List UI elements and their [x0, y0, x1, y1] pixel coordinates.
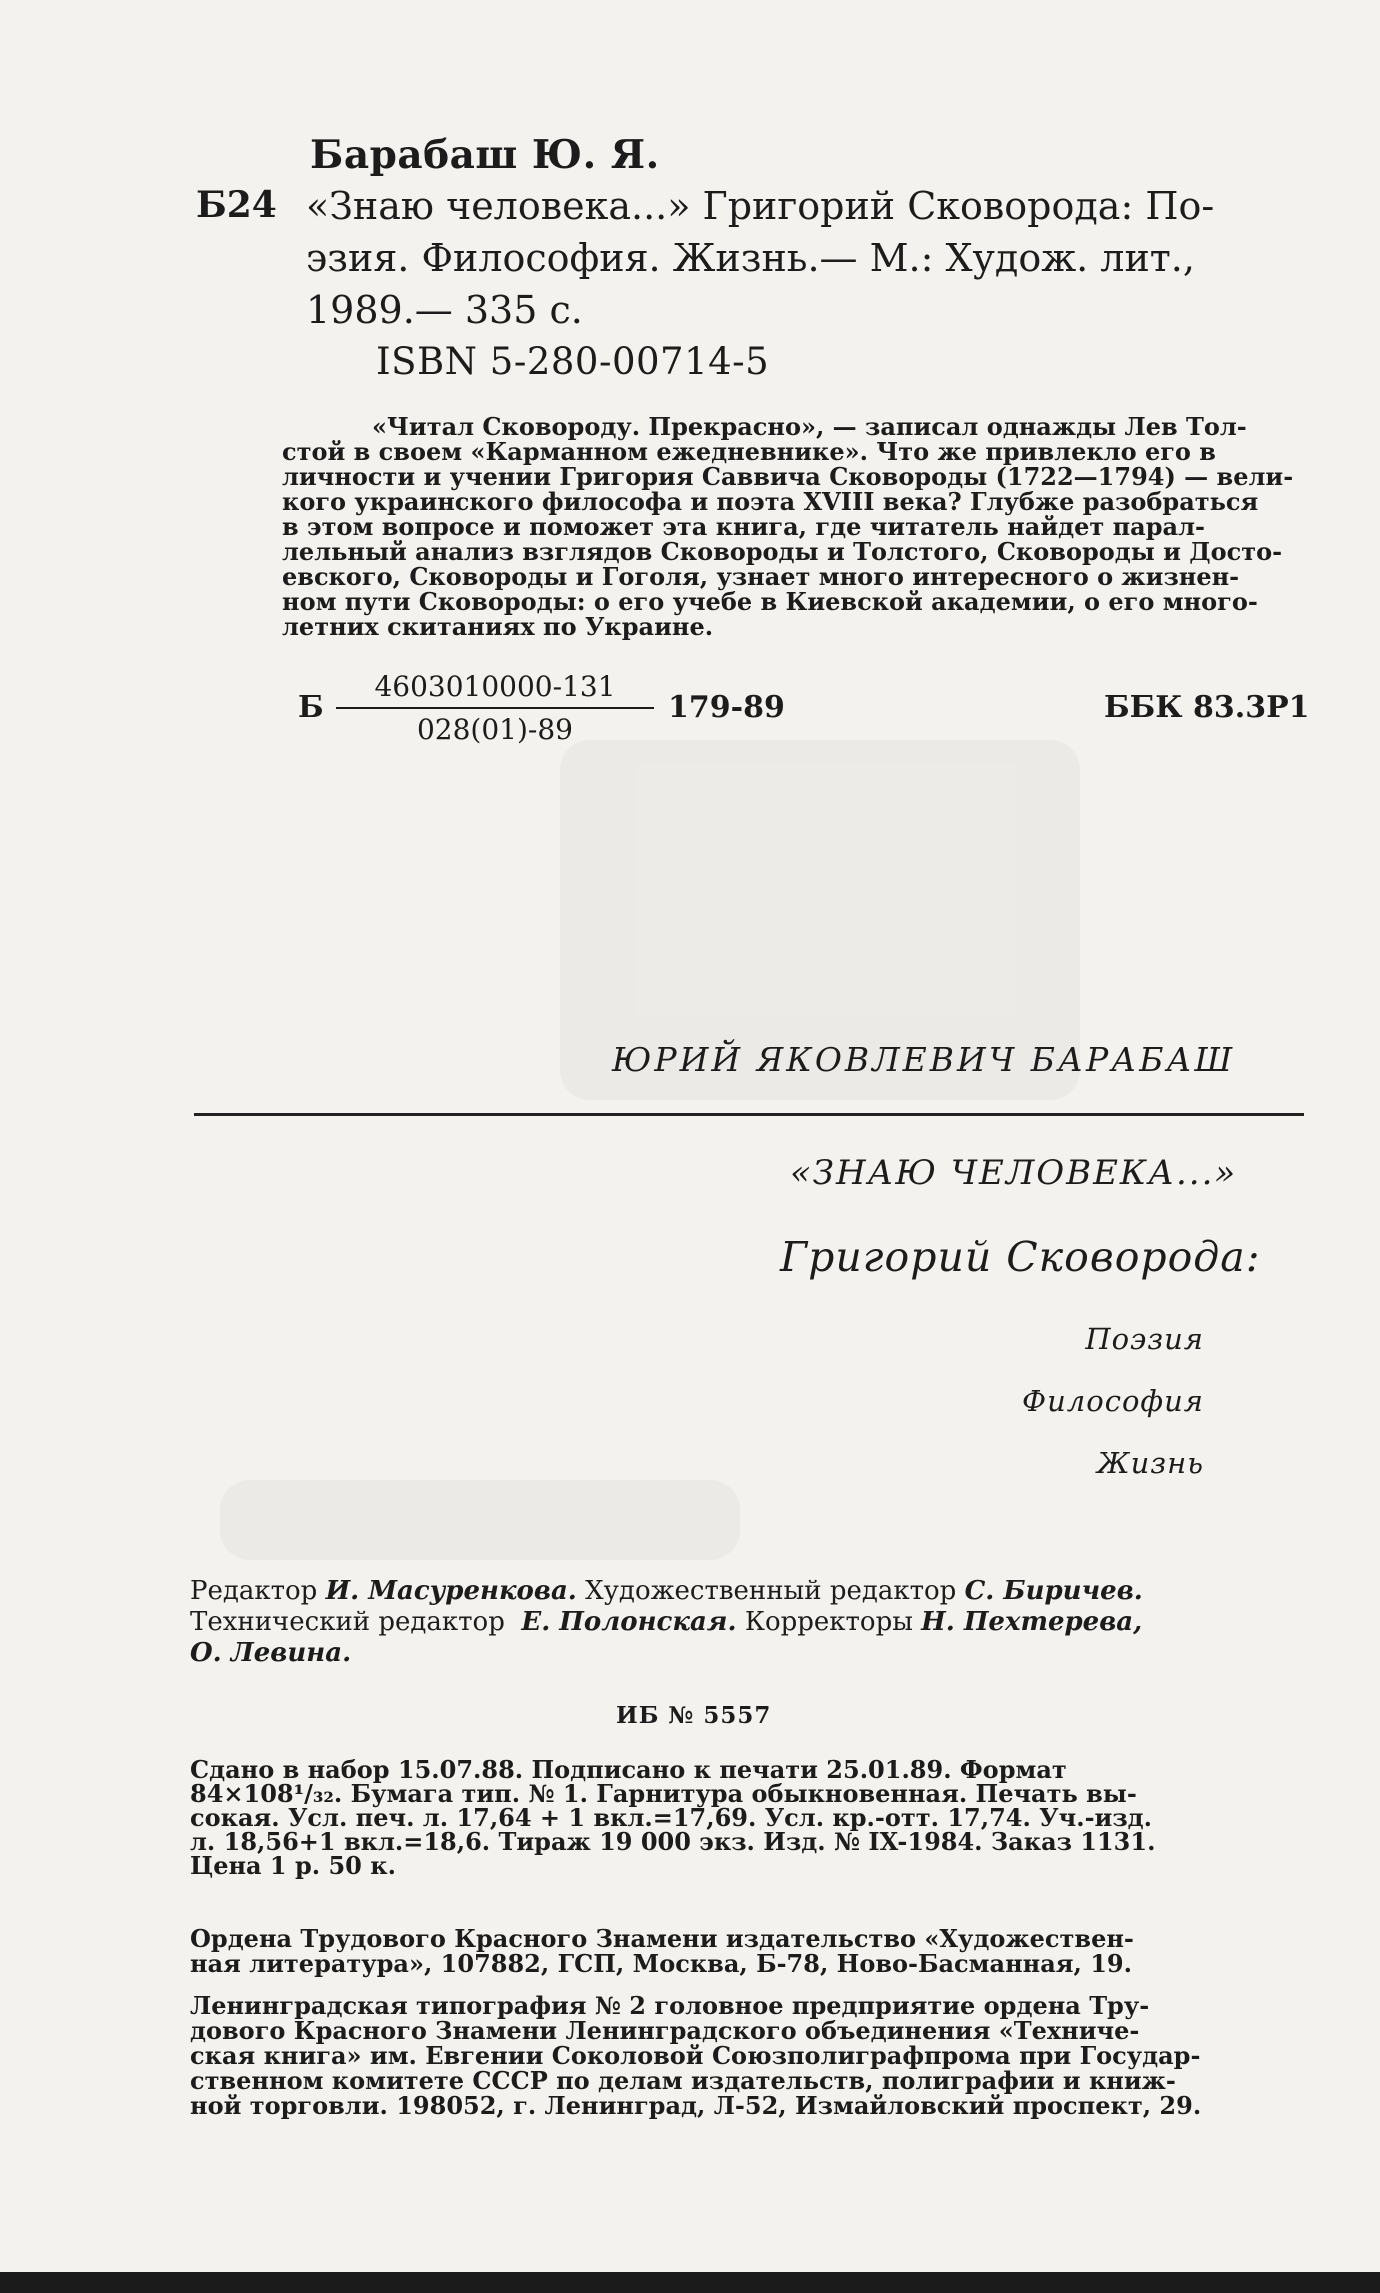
credits-line: [190, 1638, 1220, 1669]
divider-rule: [194, 1113, 1304, 1116]
part-philosophy: Философия: [1022, 1384, 1204, 1418]
publisher-line: Ордена Трудового Красного Знамени издательство «Художествен-: [190, 1924, 1134, 1953]
catalog-index: Б24: [196, 184, 277, 226]
ib-number: ИБ № 5557: [616, 1702, 772, 1729]
tech-editor-name: Е. Полонская.: [521, 1607, 737, 1637]
print-details: [190, 1755, 1204, 1880]
printer-line: ская книга» им. Евгении Соколовой Союзполиграфпрома при Государ-: [190, 2041, 1201, 2070]
print-line: сокая. Усл. печ. л. 17,64 + 1 вкл.=17,69. Усл. кр.-отт. 17,74. Уч.-изд.: [190, 1803, 1153, 1832]
title-line: 1989.— 335 с.: [306, 288, 583, 332]
author-full-name: ЮРИЙ ЯКОВЛЕВИЧ БАРАБАШ: [612, 1040, 1236, 1079]
title-line: эзия. Философия. Жизнь.— М.: Худож. лит.,: [306, 236, 1195, 280]
code-denominator: 028(01)-89: [416, 713, 573, 746]
code-year: 179-89: [668, 690, 785, 725]
part-poetry: Поэзия: [1085, 1322, 1204, 1356]
annotation-line: личности и учении Григория Саввича Сковороды (1722—1794) — вели-: [282, 462, 1294, 491]
bbk-code: ББК 83.3Р1: [1104, 690, 1310, 725]
editor-name: И. Масуренкова.: [325, 1576, 577, 1606]
publisher-line: ная литература», 107882, ГСП, Москва, Б-78, Ново-Басманная, 19.: [190, 1949, 1132, 1978]
annotation-line: евского, Сковороды и Гоголя, узнает много интересного о жизнен-: [282, 562, 1240, 591]
annotation: [282, 414, 1312, 639]
author-heading: Барабаш Ю. Я.: [310, 132, 660, 178]
catalog-code-fraction: [336, 670, 654, 746]
book-subtitle: Григорий Сковорода:: [780, 1233, 1261, 1281]
print-line: Сдано в набор 15.07.88. Подписано к печати 25.01.89. Формат: [190, 1755, 1067, 1784]
annotation-line: «Читал Сковороду. Прекрасно», — записал однажды Лев Тол-: [372, 412, 1247, 441]
show-through-shadow: [220, 1480, 740, 1560]
annotation-line: лельный анализ взглядов Сковороды и Толстого, Сковороды и Досто-: [282, 537, 1283, 566]
code-numerator: 4603010000-131: [336, 670, 654, 709]
corrector-name: О. Левина.: [190, 1638, 352, 1668]
annotation-line: в этом вопросе и поможет эта книга, где читатель найдет парал-: [282, 512, 1205, 541]
annotation-line: стой в своем «Карманном ежедневнике». Что же привлекло его в: [282, 437, 1216, 466]
print-line: 84×108¹/₃₂. Бумага тип. № 1. Гарнитура обыкновенная. Печать вы-: [190, 1779, 1137, 1808]
credits-line: Технический редактор Е. Полонская. Корректоры Н. Пехтерева,: [190, 1607, 1143, 1637]
publisher: [190, 1926, 1204, 1976]
printer-line: дового Красного Знамени Ленинградского объединения «Техниче-: [190, 2016, 1140, 2045]
printing-house: [190, 1993, 1204, 2118]
isbn: ISBN 5-280-00714-5: [376, 340, 770, 383]
book-title: «ЗНАЮ ЧЕЛОВЕКА...»: [790, 1153, 1238, 1193]
code-letter: Б: [298, 690, 324, 725]
print-line: Цена 1 р. 50 к.: [190, 1851, 396, 1880]
printer-line: ственном комитете СССР по делам издательств, полиграфии и книж-: [190, 2066, 1176, 2095]
printer-line: Ленинградская типография № 2 головное предприятие ордена Тру-: [190, 1991, 1150, 2020]
annotation-line: летних скитаниях по Украине.: [282, 612, 714, 641]
corrector-name: Н. Пехтерева,: [921, 1607, 1143, 1637]
part-life: Жизнь: [1097, 1446, 1204, 1480]
credits-line: Редактор И. Масуренкова. Художественный редактор С. Биричев.: [190, 1576, 1143, 1606]
art-editor-name: С. Биричев.: [964, 1576, 1143, 1606]
annotation-line: кого украинского философа и поэта XVIII века? Глубже разобраться: [282, 487, 1259, 516]
print-line: л. 18,56+1 вкл.=18,6. Тираж 19 000 экз. Изд. № IX-1984. Заказ 1131.: [190, 1827, 1156, 1856]
bibliographic-title: [306, 180, 1316, 336]
credits: [190, 1576, 1220, 1669]
title-line: «Знаю человека...» Григорий Сковорода: По-: [306, 184, 1215, 228]
annotation-line: ном пути Сковороды: о его учебе в Киевской академии, о его много-: [282, 587, 1258, 616]
scan-edge-band: [0, 2272, 1380, 2293]
printer-line: ной торговли. 198052, г. Ленинград, Л-52, Измайловский проспект, 29.: [190, 2091, 1202, 2120]
